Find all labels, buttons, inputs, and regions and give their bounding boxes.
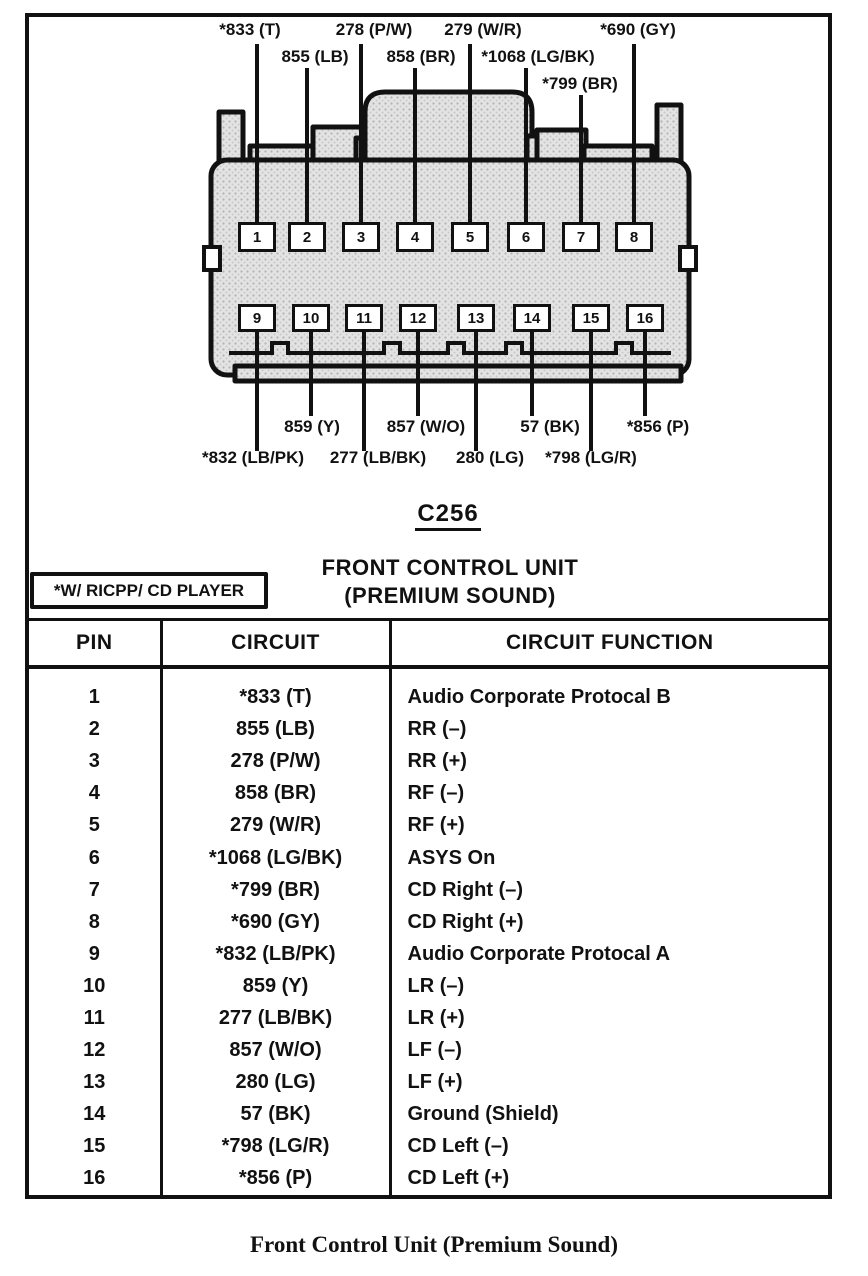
connector-diagram (0, 0, 868, 490)
cell-function: Audio Corporate Protocal B (407, 685, 671, 708)
table-row (29, 1099, 828, 1131)
table-row (29, 906, 828, 938)
cell-function: RF (+) (407, 814, 465, 837)
cell-function: CD Left (–) (407, 1135, 509, 1158)
cell-function: LF (–) (407, 1039, 462, 1062)
wire-label-pin11: 277 (LB/BK) (329, 448, 427, 467)
pin-box-15: 15 (572, 304, 610, 332)
cell-circuit: *833 (T) (161, 667, 390, 714)
wire-label-pin16: *856 (P) (626, 417, 690, 436)
pin-box-13: 13 (457, 304, 495, 332)
wire-label-pin9: *832 (LB/PK) (201, 448, 305, 467)
wire-label-pin10: 859 (Y) (284, 417, 340, 436)
header-circuit-function: CIRCUIT FUNCTION (390, 620, 828, 668)
pin-box-10: 10 (292, 304, 330, 332)
cell-circuit: *799 (BR) (161, 874, 390, 906)
cell-circuit: 859 (Y) (161, 970, 390, 1002)
cell-circuit: 857 (W/O) (161, 1035, 390, 1067)
cell-function: RR (+) (407, 750, 467, 773)
table-row (29, 778, 828, 810)
wire-label-pin2: 855 (LB) (281, 47, 349, 66)
cell-circuit: 280 (LG) (161, 1067, 390, 1099)
pin-box-14: 14 (513, 304, 551, 332)
cell-circuit: 279 (W/R) (161, 810, 390, 842)
pin-box-9: 9 (238, 304, 276, 332)
cell-pin: 15 (29, 1131, 161, 1163)
table-row (29, 746, 828, 778)
wire-label-pin15: *798 (LG/R) (545, 448, 637, 467)
note-box-text: *W/ RICPP/ CD PLAYER (53, 580, 245, 600)
table-row (29, 970, 828, 1002)
cell-function: LR (–) (407, 974, 465, 997)
cell-pin: 10 (29, 970, 161, 1002)
cell-function: CD Right (+) (407, 910, 524, 933)
pin-box-3: 3 (342, 222, 380, 252)
table-row (29, 938, 828, 970)
housing-left-latch-notch (204, 247, 220, 270)
cell-function: Ground (Shield) (407, 1103, 559, 1126)
wire-label-pin6: *1068 (LG/BK) (481, 47, 595, 66)
figure-caption: Front Control Unit (Premium Sound) (249, 1232, 619, 1257)
cell-function: CD Right (–) (407, 878, 524, 901)
pin-box-6: 6 (507, 222, 545, 252)
cell-circuit: *690 (GY) (161, 906, 390, 938)
pin-table-header-row (29, 620, 828, 668)
wire-label-pin3: 278 (P/W) (335, 20, 413, 39)
cell-circuit: *798 (LG/R) (161, 1131, 390, 1163)
table-row (29, 1035, 828, 1067)
cell-pin: 3 (29, 746, 161, 778)
cell-function: RR (–) (407, 718, 467, 741)
table-row (29, 842, 828, 874)
cell-circuit: 855 (LB) (161, 714, 390, 746)
cell-pin: 2 (29, 714, 161, 746)
cell-circuit: *1068 (LG/BK) (161, 842, 390, 874)
pin-box-5: 5 (451, 222, 489, 252)
cell-pin: 5 (29, 810, 161, 842)
cell-pin: 11 (29, 1002, 161, 1034)
cell-pin: 6 (29, 842, 161, 874)
cell-function: ASYS On (407, 846, 496, 869)
pin-table (29, 618, 828, 1195)
wire-label-pin12: 857 (W/O) (386, 417, 466, 436)
cell-circuit: 277 (LB/BK) (161, 1002, 390, 1034)
cell-pin: 7 (29, 874, 161, 906)
housing-bottom-lip (235, 366, 681, 381)
cell-circuit: 57 (BK) (161, 1099, 390, 1131)
note-box (30, 572, 268, 609)
pin-box-12: 12 (399, 304, 437, 332)
cell-function: CD Left (+) (407, 1167, 510, 1190)
table-row (29, 1002, 828, 1034)
cell-function: Audio Corporate Protocal A (407, 942, 671, 965)
wire-label-pin14: 57 (BK) (520, 417, 580, 436)
cell-pin: 12 (29, 1035, 161, 1067)
table-row (29, 1163, 828, 1195)
cell-pin: 8 (29, 906, 161, 938)
cell-function: LR (+) (407, 1006, 465, 1029)
wire-label-pin5: 279 (W/R) (444, 20, 522, 39)
cell-pin: 16 (29, 1163, 161, 1195)
connector-code (248, 500, 648, 528)
connector-title (250, 554, 650, 610)
cell-pin: 14 (29, 1099, 161, 1131)
wire-label-pin13: 280 (LG) (455, 448, 525, 467)
cell-circuit: *832 (LB/PK) (161, 938, 390, 970)
cell-pin: 9 (29, 938, 161, 970)
cell-pin: 4 (29, 778, 161, 810)
cell-pin: 13 (29, 1067, 161, 1099)
cell-circuit: *856 (P) (161, 1163, 390, 1195)
cell-pin: 1 (29, 667, 161, 714)
connector-title-line1: FRONT CONTROL UNIT (321, 555, 579, 580)
pin-box-2: 2 (288, 222, 326, 252)
table-row (29, 1067, 828, 1099)
table-row (29, 1131, 828, 1163)
housing-right-latch-notch (680, 247, 696, 270)
table-row (29, 810, 828, 842)
cell-circuit: 858 (BR) (161, 778, 390, 810)
pin-box-16: 16 (626, 304, 664, 332)
wire-label-pin8: *690 (GY) (600, 20, 676, 39)
wire-label-pin1: *833 (T) (219, 20, 281, 39)
wire-label-pin7: *799 (BR) (542, 74, 618, 93)
pin-box-4: 4 (396, 222, 434, 252)
pin-box-11: 11 (345, 304, 383, 332)
cell-function: RF (–) (407, 782, 465, 805)
table-row (29, 874, 828, 906)
wire-label-pin4: 858 (BR) (386, 47, 456, 66)
cell-circuit: 278 (P/W) (161, 746, 390, 778)
cell-function: LF (+) (407, 1071, 463, 1094)
connector-title-line2: (PREMIUM SOUND) (344, 583, 556, 608)
header-circuit: CIRCUIT (161, 620, 390, 668)
connector-code-text: C256 (415, 500, 480, 531)
pin-box-7: 7 (562, 222, 600, 252)
header-pin: PIN (29, 620, 161, 668)
table-row (29, 714, 828, 746)
pin-box-8: 8 (615, 222, 653, 252)
table-row (29, 667, 828, 714)
pin-box-1: 1 (238, 222, 276, 252)
